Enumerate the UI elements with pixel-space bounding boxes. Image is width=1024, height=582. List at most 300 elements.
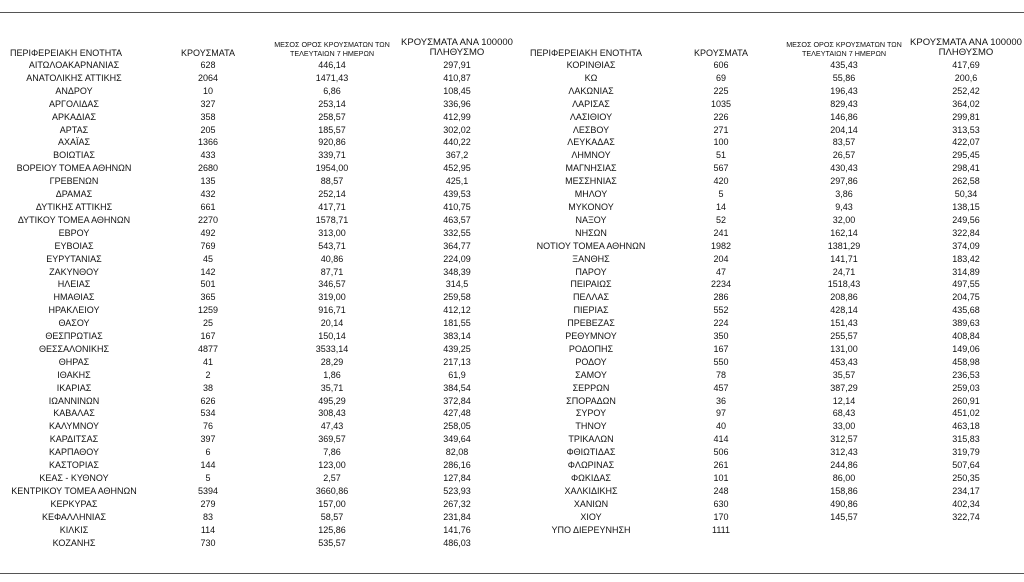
region-cell: ΡΟΔΟΠΗΣ bbox=[568, 343, 614, 354]
avg7-cell: 308,43 bbox=[318, 408, 346, 419]
table-row bbox=[0, 266, 518, 279]
avg7-cell: 453,43 bbox=[830, 356, 858, 367]
per100k-cell: 439,53 bbox=[443, 189, 471, 200]
region-cell: ΡΕΘΥΜΝΟΥ bbox=[565, 331, 617, 342]
cases-cell: 114 bbox=[200, 524, 216, 535]
avg7-cell: 146,86 bbox=[830, 111, 858, 122]
region-cell: ΧΙΟΥ bbox=[580, 511, 602, 522]
table-row bbox=[520, 433, 1024, 446]
avg7-cell: 151,43 bbox=[830, 318, 858, 329]
avg7-cell: 162,14 bbox=[830, 227, 858, 238]
per100k-cell: 451,02 bbox=[952, 408, 980, 419]
cases-cell: 170 bbox=[713, 511, 729, 522]
region-cell: ΗΛΕΙΑΣ bbox=[57, 279, 91, 290]
table-row bbox=[520, 472, 1024, 485]
per100k-cell: 458,98 bbox=[952, 356, 980, 367]
avg7-cell: 33,00 bbox=[832, 421, 856, 432]
per100k-cell: 435,68 bbox=[952, 305, 980, 316]
table-row bbox=[520, 98, 1024, 111]
region-cell: ΛΑΣΙΘΙΟΥ bbox=[569, 111, 613, 122]
avg7-cell: 430,43 bbox=[830, 163, 858, 174]
per100k-cell: 141,76 bbox=[443, 524, 471, 535]
region-cell: ΠΕΛΛΑΣ bbox=[572, 292, 610, 303]
per100k-cell: 410,87 bbox=[443, 72, 471, 83]
table-row bbox=[0, 214, 518, 227]
per100k-cell: 463,57 bbox=[443, 214, 471, 225]
table-row bbox=[520, 407, 1024, 420]
avg7-cell: 3,86 bbox=[835, 189, 853, 200]
cases-cell: 350 bbox=[713, 331, 729, 342]
table-row bbox=[520, 266, 1024, 279]
table-row bbox=[520, 111, 1024, 124]
bottom-rule bbox=[0, 573, 1024, 574]
table-row bbox=[520, 253, 1024, 266]
region-cell: ΤΡΙΚΑΛΩΝ bbox=[568, 434, 614, 445]
table-row bbox=[520, 459, 1024, 472]
cases-cell: 271 bbox=[713, 124, 729, 135]
avg7-cell: 428,14 bbox=[830, 305, 858, 316]
table-row bbox=[0, 407, 518, 420]
region-cell: ΘΕΣΣΑΛΟΝΙΚΗΣ bbox=[38, 343, 110, 354]
table-row bbox=[0, 356, 518, 369]
per100k-cell: 332,55 bbox=[443, 227, 471, 238]
avg7-cell: 253,14 bbox=[318, 98, 346, 109]
per100k-cell: 322,74 bbox=[952, 511, 980, 522]
cases-cell: 286 bbox=[713, 292, 729, 303]
avg7-cell: 185,57 bbox=[318, 124, 346, 135]
region-cell: ΚΕΦΑΛΛΗΝΙΑΣ bbox=[41, 511, 107, 522]
region-cell: ΚΑΡΔΙΤΣΑΣ bbox=[49, 434, 99, 445]
table-row bbox=[0, 278, 518, 291]
table-row bbox=[0, 124, 518, 137]
per100k-cell: 408,84 bbox=[952, 331, 980, 342]
avg7-cell: 20,14 bbox=[320, 318, 344, 329]
table-row bbox=[520, 162, 1024, 175]
avg7-cell: 495,29 bbox=[318, 395, 346, 406]
region-cell: ΦΘΙΩΤΙΔΑΣ bbox=[566, 447, 616, 458]
region-cell: ΚΕΡΚΥΡΑΣ bbox=[50, 498, 98, 509]
per100k-cell: 372,84 bbox=[443, 395, 471, 406]
per100k-cell: 422,07 bbox=[952, 137, 980, 148]
table-row bbox=[520, 201, 1024, 214]
avg7-cell: 12,14 bbox=[832, 395, 856, 406]
per100k-cell: 364,02 bbox=[952, 98, 980, 109]
avg7-cell: 32,00 bbox=[832, 214, 856, 225]
per100k-cell: 299,81 bbox=[952, 111, 980, 122]
cases-cell: 205 bbox=[200, 124, 216, 135]
avg7-cell: 312,43 bbox=[830, 447, 858, 458]
avg7-cell: 1471,43 bbox=[315, 72, 349, 83]
region-cell: ΣΥΡΟΥ bbox=[575, 408, 607, 419]
avg7-cell: 86,00 bbox=[832, 473, 856, 483]
region-cell: ΥΠΟ ΔΙΕΡΕΥΝΗΣΗ bbox=[551, 524, 631, 535]
avg7-cell: 7,86 bbox=[323, 447, 341, 458]
table-row bbox=[520, 227, 1024, 240]
avg7-cell: 446,14 bbox=[318, 60, 346, 70]
cases-cell: 100 bbox=[713, 137, 729, 148]
table-row bbox=[0, 446, 518, 459]
per100k-cell: 249,56 bbox=[952, 214, 980, 225]
avg7-cell: 58,57 bbox=[320, 511, 344, 522]
table-row bbox=[0, 420, 518, 433]
avg7-cell: 244,86 bbox=[830, 460, 858, 471]
cases-cell: 2270 bbox=[197, 214, 219, 225]
avg7-cell: 55,86 bbox=[832, 72, 856, 83]
top-rule bbox=[0, 12, 1024, 13]
cases-cell: 492 bbox=[200, 227, 216, 238]
cases-cell: 241 bbox=[713, 227, 729, 238]
region-cell: ΛΕΣΒΟΥ bbox=[572, 124, 610, 135]
per100k-cell: 298,41 bbox=[952, 163, 980, 174]
per100k-cell: 258,05 bbox=[443, 421, 471, 432]
cases-cell: 730 bbox=[200, 537, 216, 548]
per100k-cell: 138,15 bbox=[952, 201, 980, 212]
avg7-cell: 208,86 bbox=[830, 292, 858, 303]
region-cell: ΣΑΜΟΥ bbox=[575, 369, 607, 380]
table-row bbox=[0, 72, 518, 85]
avg7-cell: 920,86 bbox=[318, 137, 346, 148]
per100k-cell: 314,89 bbox=[952, 266, 980, 277]
table-row bbox=[520, 395, 1024, 408]
cases-cell: 358 bbox=[200, 111, 216, 122]
cases-cell: 45 bbox=[202, 253, 213, 264]
per100k-cell: 427,48 bbox=[443, 408, 471, 419]
table-row bbox=[0, 485, 518, 498]
region-cell: ΧΑΝΙΩΝ bbox=[573, 498, 609, 509]
cases-cell: 5 bbox=[205, 473, 211, 483]
left-table-body bbox=[0, 59, 518, 549]
per100k-cell: 336,96 bbox=[443, 98, 471, 109]
region-cell: ΑΧΑΪΑΣ bbox=[57, 137, 91, 148]
avg7-cell: 28,29 bbox=[320, 356, 344, 367]
per100k-cell: 364,77 bbox=[443, 240, 471, 251]
left-header-row bbox=[0, 36, 518, 59]
avg7-cell: 313,00 bbox=[318, 227, 346, 238]
cases-cell: 167 bbox=[713, 343, 729, 354]
cases-cell: 2234 bbox=[710, 279, 732, 290]
table-row bbox=[520, 188, 1024, 201]
avg7-cell: 417,71 bbox=[318, 201, 346, 212]
per100k-cell: 61,9 bbox=[448, 369, 466, 380]
avg7-cell: 1381,29 bbox=[827, 240, 861, 251]
per100k-cell: 440,22 bbox=[443, 137, 471, 148]
cases-cell: 365 bbox=[200, 292, 216, 303]
per100k-cell: 315,83 bbox=[952, 434, 980, 445]
table-row bbox=[520, 124, 1024, 137]
cases-cell: 261 bbox=[713, 460, 729, 471]
table-row bbox=[0, 472, 518, 485]
region-cell: ΚΑΡΠΑΘΟΥ bbox=[48, 447, 100, 458]
per100k-cell: 486,03 bbox=[443, 537, 471, 548]
table-row bbox=[520, 317, 1024, 330]
region-cell: ΜΗΛΟΥ bbox=[574, 189, 608, 200]
table-row bbox=[520, 136, 1024, 149]
table-row bbox=[0, 253, 518, 266]
left-cases-table bbox=[0, 36, 518, 549]
per100k-cell: 322,84 bbox=[952, 227, 980, 238]
region-cell: ΙΚΑΡΙΑΣ bbox=[56, 382, 92, 393]
region-cell: ΗΜΑΘΙΑΣ bbox=[53, 292, 95, 303]
header-cases: ΚΡΟΥΣΜΑΤΑ bbox=[694, 48, 748, 58]
avg7-cell: 1578,71 bbox=[315, 214, 349, 225]
avg7-cell: 543,71 bbox=[318, 240, 346, 251]
avg7-cell: 24,71 bbox=[832, 266, 856, 277]
per100k-cell: 262,58 bbox=[952, 176, 980, 187]
cases-cell: 1111 bbox=[711, 524, 731, 535]
region-cell: ΦΩΚΙΔΑΣ bbox=[571, 473, 611, 483]
table-row bbox=[520, 343, 1024, 356]
region-cell: ΑΙΤΩΛΟΑΚΑΡΝΑΝΙΑΣ bbox=[28, 60, 120, 70]
avg7-cell: 26,57 bbox=[832, 150, 856, 161]
per100k-cell: 259,58 bbox=[443, 292, 471, 303]
region-cell: ΤΗΝΟΥ bbox=[575, 421, 607, 432]
avg7-cell: 319,00 bbox=[318, 292, 346, 303]
avg7-cell: 490,86 bbox=[830, 498, 858, 509]
per100k-cell: 252,42 bbox=[952, 85, 980, 96]
region-cell: ΕΥΒΟΙΑΣ bbox=[54, 240, 94, 251]
per100k-cell: 463,18 bbox=[952, 421, 980, 432]
table-row bbox=[520, 149, 1024, 162]
per100k-cell bbox=[908, 524, 1024, 537]
region-cell: ΒΟΡΕΙΟΥ ΤΟΜΕΑ ΑΘΗΝΩΝ bbox=[16, 163, 132, 174]
region-cell: ΚΑΣΤΟΡΙΑΣ bbox=[49, 460, 99, 471]
avg7-cell: 123,00 bbox=[318, 460, 346, 471]
per100k-cell: 374,09 bbox=[952, 240, 980, 251]
per100k-cell: 313,53 bbox=[952, 124, 980, 135]
cases-cell: 2 bbox=[205, 369, 211, 380]
avg7-cell: 258,57 bbox=[318, 111, 346, 122]
per100k-cell: 389,63 bbox=[952, 318, 980, 329]
per100k-cell: 200,6 bbox=[954, 72, 978, 83]
cases-cell: 51 bbox=[715, 150, 726, 161]
region-cell: ΕΥΡΥΤΑΝΙΑΣ bbox=[46, 253, 102, 264]
table-row bbox=[520, 511, 1024, 524]
cases-cell: 420 bbox=[713, 176, 729, 187]
header-avg7: ΜΕΣΟΣ ΟΡΟΣ ΚΡΟΥΣΜΑΤΩΝ ΤΩΝ ΤΕΛΕΥΤΑΙΩΝ 7 ΗΜΕΡΩΝ bbox=[786, 40, 902, 58]
header-region: ΠΕΡΙΦΕΡΕΙΑΚΗ ΕΝΟΤΗΤΑ bbox=[10, 48, 123, 58]
per100k-cell: 314,5 bbox=[445, 279, 469, 290]
table-row bbox=[520, 175, 1024, 188]
region-cell: ΚΩ bbox=[584, 72, 598, 83]
region-cell: ΛΑΡΙΣΑΣ bbox=[572, 98, 610, 109]
per100k-cell: 234,17 bbox=[952, 485, 980, 496]
cases-cell: 2064 bbox=[197, 72, 219, 83]
cases-cell: 534 bbox=[200, 408, 216, 419]
region-cell: ΒΟΙΩΤΙΑΣ bbox=[53, 150, 95, 161]
region-cell: ΡΟΔΟΥ bbox=[575, 356, 607, 367]
per100k-cell: 297,91 bbox=[443, 60, 471, 70]
avg7-cell: 196,43 bbox=[830, 85, 858, 96]
per100k-cell: 286,16 bbox=[443, 460, 471, 471]
avg7-cell: 35,71 bbox=[320, 382, 344, 393]
per100k-cell: 302,02 bbox=[443, 124, 471, 135]
region-cell: ΝΑΞΟΥ bbox=[575, 214, 607, 225]
table-row bbox=[520, 524, 1024, 537]
avg7-cell: 435,43 bbox=[830, 60, 858, 70]
region-cell: ΜΕΣΣΗΝΙΑΣ bbox=[565, 176, 617, 187]
avg7-cell: 1,86 bbox=[323, 369, 341, 380]
cases-cell: 279 bbox=[200, 498, 216, 509]
cases-cell: 52 bbox=[715, 214, 726, 225]
cases-cell: 142 bbox=[200, 266, 216, 277]
cases-cell: 432 bbox=[200, 189, 216, 200]
avg7-cell: 150,14 bbox=[318, 331, 346, 342]
per100k-cell: 82,08 bbox=[445, 447, 469, 458]
per100k-cell: 507,64 bbox=[952, 460, 980, 471]
cases-cell: 144 bbox=[200, 460, 216, 471]
cases-cell: 38 bbox=[202, 382, 213, 393]
region-cell: ΚΑΒΑΛΑΣ bbox=[53, 408, 95, 419]
table-row bbox=[520, 420, 1024, 433]
table-row bbox=[0, 330, 518, 343]
region-cell: ΧΑΛΚΙΔΙΚΗΣ bbox=[564, 485, 618, 496]
per100k-cell: 149,06 bbox=[952, 343, 980, 354]
cases-cell: 457 bbox=[713, 382, 729, 393]
per100k-cell: 367,2 bbox=[445, 150, 469, 161]
region-cell: ΓΡΕΒΕΝΩΝ bbox=[49, 176, 99, 187]
per100k-cell: 127,84 bbox=[443, 473, 471, 483]
per100k-cell: 236,53 bbox=[952, 369, 980, 380]
per100k-cell: 452,95 bbox=[443, 163, 471, 174]
region-cell: ΦΛΩΡΙΝΑΣ bbox=[567, 460, 615, 471]
per100k-cell: 231,84 bbox=[443, 511, 471, 522]
avg7-cell: 2,57 bbox=[323, 473, 341, 483]
table-row bbox=[0, 343, 518, 356]
cases-cell: 550 bbox=[713, 356, 729, 367]
table-row bbox=[520, 382, 1024, 395]
cases-cell: 69 bbox=[715, 72, 726, 83]
cases-cell: 5394 bbox=[197, 485, 219, 496]
cases-cell: 414 bbox=[713, 434, 729, 445]
cases-cell: 1259 bbox=[197, 305, 219, 316]
table-row bbox=[0, 98, 518, 111]
per100k-cell: 439,25 bbox=[443, 343, 471, 354]
table-row bbox=[520, 498, 1024, 511]
table-row bbox=[0, 459, 518, 472]
region-cell: ΠΕΙΡΑΙΩΣ bbox=[570, 279, 612, 290]
cases-cell: 41 bbox=[202, 356, 213, 367]
region-cell: ΚΟΖΑΝΗΣ bbox=[52, 537, 96, 548]
cases-cell: 506 bbox=[713, 447, 729, 458]
table-row bbox=[520, 485, 1024, 498]
region-cell: ΣΕΡΡΩΝ bbox=[572, 382, 610, 393]
region-cell: ΔΡΑΜΑΣ bbox=[55, 189, 93, 200]
cases-cell: 101 bbox=[713, 473, 729, 483]
table-row bbox=[0, 304, 518, 317]
cases-cell: 567 bbox=[713, 163, 729, 174]
avg7-cell: 346,57 bbox=[318, 279, 346, 290]
table-row bbox=[520, 278, 1024, 291]
table-row bbox=[520, 72, 1024, 85]
cases-cell: 661 bbox=[200, 201, 216, 212]
per100k-cell: 410,75 bbox=[443, 201, 471, 212]
cases-cell: 204 bbox=[713, 253, 729, 264]
cases-cell: 78 bbox=[715, 369, 726, 380]
avg7-cell: 829,43 bbox=[830, 98, 858, 109]
per100k-cell: 349,64 bbox=[443, 434, 471, 445]
table-row bbox=[0, 537, 518, 550]
avg7-cell: 40,86 bbox=[320, 253, 344, 264]
table-row bbox=[0, 524, 518, 537]
right-header-row bbox=[520, 36, 1024, 59]
per100k-cell: 217,13 bbox=[443, 356, 471, 367]
cases-cell: 630 bbox=[713, 498, 729, 509]
table-row bbox=[520, 291, 1024, 304]
region-cell: ΑΡΚΑΔΙΑΣ bbox=[51, 111, 97, 122]
cases-cell: 1982 bbox=[710, 240, 732, 251]
per100k-cell: 267,32 bbox=[443, 498, 471, 509]
avg7-cell bbox=[780, 524, 908, 537]
region-cell: ΠΙΕΡΙΑΣ bbox=[573, 305, 609, 316]
cases-cell: 552 bbox=[713, 305, 729, 316]
table-row bbox=[0, 291, 518, 304]
per100k-cell: 50,34 bbox=[954, 189, 978, 200]
region-cell: ΗΡΑΚΛΕΙΟΥ bbox=[48, 305, 100, 316]
cases-cell: 167 bbox=[200, 331, 216, 342]
table-row bbox=[0, 433, 518, 446]
per100k-cell: 383,14 bbox=[443, 331, 471, 342]
avg7-cell: 204,14 bbox=[830, 124, 858, 135]
region-cell: ΞΑΝΘΗΣ bbox=[572, 253, 610, 264]
header-region: ΠΕΡΙΦΕΡΕΙΑΚΗ ΕΝΟΤΗΤΑ bbox=[530, 48, 643, 58]
avg7-cell: 83,57 bbox=[832, 137, 856, 148]
avg7-cell: 35,57 bbox=[832, 369, 856, 380]
cases-cell: 501 bbox=[200, 279, 216, 290]
header-per100k: ΚΡΟΥΣΜΑΤΑ ΑΝΑ 100000 ΠΛΗΘΥΣΜΟ bbox=[910, 37, 1022, 58]
cases-cell: 226 bbox=[713, 111, 729, 122]
avg7-cell: 1954,00 bbox=[315, 163, 349, 174]
region-cell: ΛΗΜΝΟΥ bbox=[571, 150, 611, 161]
region-cell: ΛΑΚΩΝΙΑΣ bbox=[568, 85, 614, 96]
avg7-cell: 297,86 bbox=[830, 176, 858, 187]
table-row bbox=[520, 304, 1024, 317]
table-row bbox=[520, 369, 1024, 382]
per100k-cell: 417,69 bbox=[952, 60, 980, 70]
avg7-cell: 131,00 bbox=[830, 343, 858, 354]
per100k-cell: 181,55 bbox=[443, 318, 471, 329]
region-cell: ΠΑΡΟΥ bbox=[575, 266, 607, 277]
table-row bbox=[0, 498, 518, 511]
avg7-cell: 68,43 bbox=[832, 408, 856, 419]
per100k-cell: 497,55 bbox=[952, 279, 980, 290]
table-row bbox=[0, 85, 518, 98]
cases-cell: 25 bbox=[202, 318, 213, 329]
cases-cell: 224 bbox=[713, 318, 729, 329]
region-cell: ΠΡΕΒΕΖΑΣ bbox=[567, 318, 615, 329]
table-row bbox=[520, 214, 1024, 227]
per100k-cell: 224,09 bbox=[443, 253, 471, 264]
table-row bbox=[520, 356, 1024, 369]
region-cell: ΜΑΓΝΗΣΙΑΣ bbox=[565, 163, 617, 174]
cases-cell: 47 bbox=[715, 266, 726, 277]
cases-cell: 225 bbox=[713, 85, 729, 96]
region-cell: ΘΗΡΑΣ bbox=[58, 356, 90, 367]
avg7-cell: 125,86 bbox=[318, 524, 346, 535]
region-cell: ΑΡΤΑΣ bbox=[59, 124, 89, 135]
region-cell: ΘΑΣΟΥ bbox=[58, 318, 90, 329]
table-row bbox=[0, 395, 518, 408]
per100k-cell: 412,99 bbox=[443, 111, 471, 122]
region-cell: ΜΥΚΟΝΟΥ bbox=[568, 201, 614, 212]
region-cell: ΑΝΑΤΟΛΙΚΗΣ ΑΤΤΙΚΗΣ bbox=[26, 72, 122, 83]
region-cell: ΑΡΓΟΛΙΔΑΣ bbox=[49, 98, 99, 109]
avg7-cell: 6,86 bbox=[323, 85, 341, 96]
cases-cell: 97 bbox=[715, 408, 726, 419]
per100k-cell: 260,91 bbox=[952, 395, 980, 406]
avg7-cell: 9,43 bbox=[835, 201, 853, 212]
avg7-cell: 916,71 bbox=[318, 305, 346, 316]
region-cell: ΚΙΛΚΙΣ bbox=[59, 524, 89, 535]
